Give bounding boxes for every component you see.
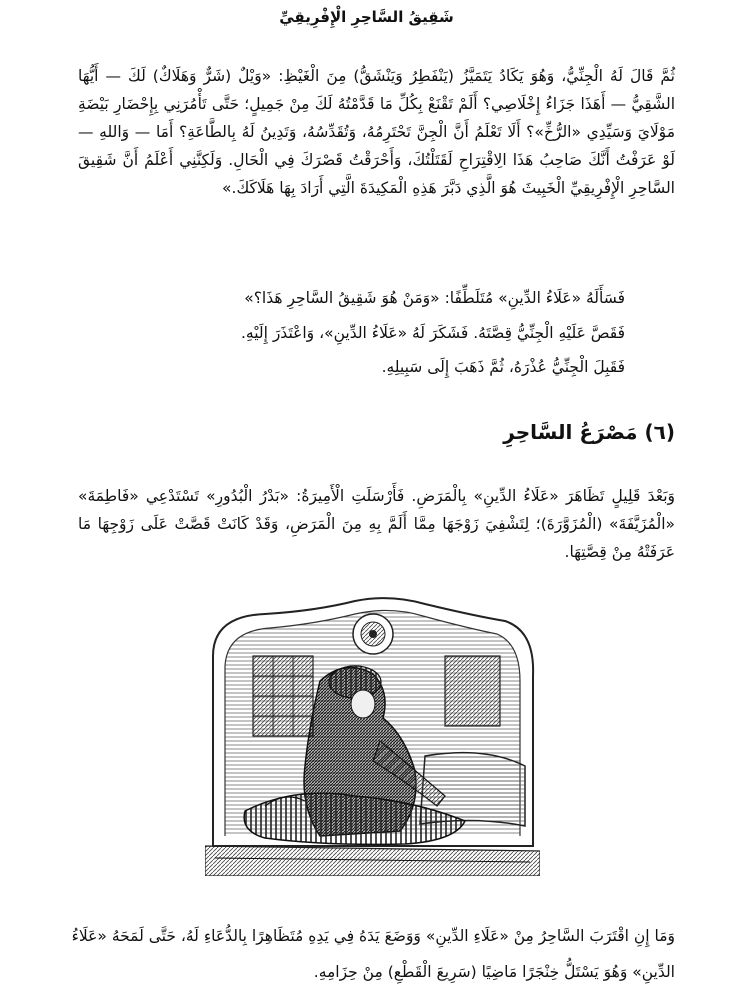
dialogue-line-3: فَقَبِلَ الْجِنِّيُّ عُذْرَهُ، ثُمَّ ذَهَبَ إِلَى سَبِيلِهِ. xyxy=(381,358,625,376)
dialogue-line-1: فَسَأَلَهُ «عَلَاءُ الدِّينِ» مُتَلَطِّفًا: «وَمَنْ هُوَ شَقِيقُ السَّاحِرِ هَذَا؟» xyxy=(244,289,625,307)
dialogue-line-2: فَقَصَّ عَلَيْهِ الْجِنِّيُّ قِصَّتَهُ. فَشَكَرَ لَهُ «عَلَاءُ الدِّينِ»، وَاعْتَذَرَ إِلَيْهِ. xyxy=(240,324,625,342)
paragraph-3: وَمَا إِنِ اقْتَرَبَ السَّاحِرُ مِنْ «عَلَاءِ الدِّينِ» وَوَضَعَ يَدَهُ فِي يَدِهِ مُتَظَاهِرًا بِالدُّعَاءِ لَهُ، حَتَّى لَمَحَهُ «عَلَاءُ الدِّينِ» وَهُوَ يَسْتَلُّ خِنْجَرًا مَاضِيًا (سَرِيعَ الْقَطْعِ) مِنْ حِزَامِهِ. xyxy=(71,927,675,981)
illustration xyxy=(205,596,540,876)
running-head: شَقِيقُ السَّاحِرِ الْإِفْرِيقِيِّ xyxy=(279,8,454,26)
section-heading: (٦) مَصْرَعُ السَّاحِرِ xyxy=(503,420,675,444)
engraving-illustration xyxy=(205,596,540,876)
paragraph-1: ثُمَّ قَالَ لَهُ الْجِنِّيُّ، وَهُوَ يَكَادُ يَتَمَيَّزُ (يَنْفَطِرُ وَيَنْشَقُّ) مِنَ الْغَيْظِ: «وَيْلٌ (شَرٌّ وَهَلَاكٌ) لَكَ — أَيُّهَا الشَّقِيُّ — أَهَذَا جَزَاءُ إِخْلَاصِي؟ أَلَمْ تَقْنَعْ بِكُلِّ مَا قَدَّمْتُهُ لَكَ مِنْ جَمِيلٍ؛ حَتَّى تَأْمُرَنِي بِإِحْضَارِ بَيْضَةِ مَوْلَايَ وَسَيِّدِي «الرُّخِّ»؟ أَلَا تَعْلَمُ أَنَّ الْجِنَّ تَحْتَرِمُهُ، وَتُقَدِّسُهُ، وَتَدِينُ لَهُ بِالطَّاعَةِ؟ أَمَا — وَاللهِ — لَوْ عَرَفْتُ أَنَّكَ صَاحِبُ هَذَا الِاقْتِرَاحِ لَقَتَلْتُكَ، وَأَحْرَقْتُ قَصْرَكَ فِي الْحَالِ. وَلَكِنَّنِي أَعْلَمُ أَنَّ شَقِيقَ السَّاحِرِ الْإِفْرِيقِيِّ الْخَبِيثَ هُوَ الَّذِي دَبَّرَ هَذِهِ الْمَكِيدَةَ الَّتِي أَرَادَ بِهَا هَلَاكَكَ.» xyxy=(78,67,675,197)
paragraph-2: وَبَعْدَ قَلِيلٍ تَظَاهَرَ «عَلَاءُ الدِّينِ» بِالْمَرَضِ. فَأَرْسَلَتِ الْأَمِيرَةُ: «بَدْرُ الْبُدُورِ» تَسْتَدْعِي «فَاطِمَةَ» «الْمُزَيَّفَةَ» (الْمُزَوَّرَةَ)؛ لِتَشْفِيَ زَوْجَهَا مِمَّا أَلَمَّ بِهِ مِنَ الْمَرَضِ، وَقَدْ كَانَتْ قَصَّتْ عَلَى زَوْجِهَا مَا عَرَفَتْهُ مِنْ قِصَّتِهَا. xyxy=(78,487,675,561)
